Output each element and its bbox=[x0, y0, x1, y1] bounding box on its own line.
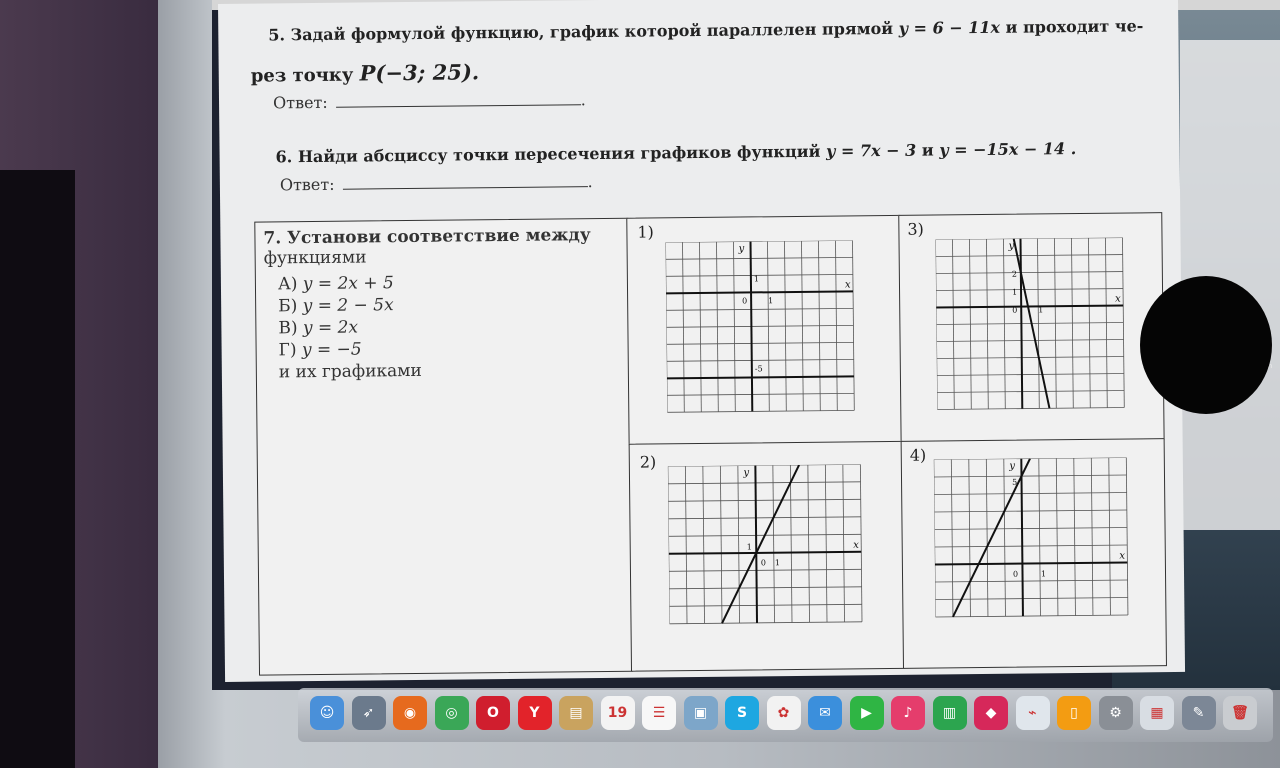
grid-line bbox=[1039, 458, 1041, 615]
flashcard-icon[interactable]: ◆ bbox=[974, 696, 1008, 730]
numbers-icon[interactable]: ▥ bbox=[933, 696, 967, 730]
grid-line bbox=[1074, 458, 1076, 615]
grid-line bbox=[669, 604, 861, 606]
background-object bbox=[0, 170, 75, 768]
y-axis-label: y bbox=[1009, 460, 1016, 472]
task7-functions-cell bbox=[254, 218, 633, 676]
task7-title-cont: функциями bbox=[263, 247, 367, 269]
grid-line bbox=[668, 464, 860, 466]
x-axis-label: x bbox=[853, 539, 859, 551]
grid-line bbox=[936, 272, 1123, 274]
grid-line bbox=[669, 587, 861, 589]
facetime-icon[interactable]: ▶ bbox=[850, 696, 884, 730]
tick-label: 1 bbox=[746, 542, 752, 552]
function-letter: В) bbox=[278, 318, 298, 339]
yandex-icon[interactable]: Y bbox=[518, 696, 552, 730]
grid-line bbox=[670, 622, 862, 624]
grid-line bbox=[667, 410, 854, 412]
tools-icon[interactable]: ✎ bbox=[1182, 696, 1216, 730]
grid-line bbox=[790, 465, 792, 622]
x-axis-label: x bbox=[1119, 550, 1126, 562]
y-axis bbox=[1021, 459, 1023, 616]
calendar-icon[interactable]: 19 bbox=[601, 696, 635, 730]
task6-answer: Ответ: . bbox=[279, 172, 593, 195]
grid-line bbox=[935, 545, 1127, 547]
tick-label: 1 bbox=[1038, 305, 1044, 315]
task5-answer: Ответ: . bbox=[272, 90, 586, 113]
grid-line bbox=[937, 408, 1124, 410]
formula: y = −15x − 14 . bbox=[939, 139, 1077, 160]
grid-line bbox=[860, 464, 862, 621]
function-formula: y = 2x + 5 bbox=[302, 273, 394, 295]
function-letter: Б) bbox=[278, 296, 298, 317]
grid-line bbox=[668, 517, 860, 519]
grid-line bbox=[936, 255, 1123, 257]
grid-line bbox=[667, 342, 854, 344]
grid-line bbox=[666, 274, 853, 276]
graph-1 bbox=[666, 240, 868, 414]
grid-line bbox=[825, 465, 827, 622]
formula: y = 6 − 11x bbox=[898, 17, 1001, 38]
grid-line bbox=[934, 460, 936, 617]
finder-icon[interactable]: ☺ bbox=[310, 696, 344, 730]
document-icon[interactable]: ▦ bbox=[1140, 696, 1174, 730]
monitor-screen bbox=[212, 0, 1280, 690]
grid-line bbox=[668, 466, 670, 623]
function-formula: y = −5 bbox=[301, 339, 362, 361]
tick-label: 1 bbox=[774, 558, 781, 568]
skype-icon[interactable]: S bbox=[725, 696, 759, 730]
grid-line bbox=[1109, 458, 1111, 615]
tick-label: -5 bbox=[754, 364, 763, 374]
answer-line bbox=[342, 172, 587, 190]
function-formula: y = 2 − 5x bbox=[302, 295, 394, 317]
grid-line bbox=[937, 391, 1124, 393]
task-text: и проходит че- bbox=[1005, 16, 1144, 37]
grid-line bbox=[666, 240, 853, 242]
worksheet-image bbox=[218, 0, 1185, 682]
grid-line bbox=[668, 499, 860, 501]
task-text: и bbox=[921, 140, 934, 160]
grid-line bbox=[934, 510, 1126, 512]
x-axis bbox=[669, 552, 861, 554]
x-axis-label: x bbox=[844, 279, 851, 291]
graph-number: 1) bbox=[637, 222, 654, 242]
function-item bbox=[279, 337, 592, 360]
function-letter: Г) bbox=[278, 340, 297, 361]
task-text: Задай формулой функцию, график которой параллелен прямой bbox=[290, 18, 894, 45]
grid-line bbox=[667, 393, 854, 395]
grid-line bbox=[773, 465, 775, 622]
preview-icon[interactable]: ▣ bbox=[684, 696, 718, 730]
x-axis-label: x bbox=[1115, 293, 1121, 305]
answer-line bbox=[336, 90, 581, 108]
tick-label: 0 bbox=[1012, 305, 1018, 315]
grid-line bbox=[666, 308, 853, 310]
grid-line bbox=[936, 323, 1123, 325]
function-item bbox=[278, 293, 591, 316]
tick-label: 5 bbox=[1012, 477, 1018, 487]
firefox-icon[interactable]: ◉ bbox=[393, 696, 427, 730]
grid-line bbox=[666, 257, 853, 259]
function-item bbox=[278, 315, 591, 338]
grid-line bbox=[937, 374, 1124, 376]
reminders-icon[interactable]: ☰ bbox=[642, 696, 676, 730]
task7-footer: и их графиками bbox=[278, 360, 422, 383]
function-line bbox=[720, 465, 800, 623]
grid-line bbox=[738, 466, 740, 623]
graph-2 bbox=[668, 464, 866, 630]
graph-4 bbox=[934, 457, 1136, 623]
graph-cell-3 bbox=[898, 212, 1164, 443]
grid-line bbox=[935, 580, 1127, 582]
tick-label: 1 bbox=[1012, 287, 1018, 297]
grid-line bbox=[937, 357, 1124, 359]
y-axis-label: y bbox=[743, 467, 750, 479]
photos-icon[interactable]: ✿ bbox=[767, 696, 801, 730]
notes-icon[interactable]: ▤ bbox=[559, 696, 593, 730]
function-item bbox=[278, 271, 591, 294]
task5-line2 bbox=[251, 59, 480, 86]
system-preferences-icon[interactable]: ⚙ bbox=[1099, 696, 1133, 730]
formula: P(−3; 25). bbox=[359, 59, 480, 86]
trash-icon[interactable]: 🗑 bbox=[1223, 696, 1257, 730]
graph-number: 2) bbox=[639, 452, 657, 472]
grid-line bbox=[667, 359, 854, 361]
graph-3 bbox=[936, 237, 1130, 411]
grid-line bbox=[935, 598, 1127, 600]
task-text: Найди абсциссу точки пересечения графиков функций bbox=[297, 141, 821, 167]
formula: y = 7x − 3 bbox=[825, 140, 917, 161]
y-axis-label: y bbox=[738, 243, 745, 255]
grid-line bbox=[951, 459, 953, 616]
grid-line bbox=[668, 482, 860, 484]
function-formula: y = 2x bbox=[302, 317, 359, 339]
grid-line bbox=[934, 493, 1126, 495]
task7-title: 7. Установи соответствие между bbox=[263, 225, 591, 249]
grid-line bbox=[936, 238, 1123, 240]
mail-icon[interactable]: ✉ bbox=[808, 696, 842, 730]
graph-number: 4) bbox=[909, 445, 927, 465]
tick-label: 1 bbox=[1040, 569, 1047, 579]
x-axis bbox=[935, 563, 1127, 565]
task6-line1 bbox=[276, 139, 1077, 166]
task5-line1 bbox=[268, 16, 1143, 44]
grid-line bbox=[843, 464, 845, 621]
graph-cell-1 bbox=[626, 215, 902, 446]
grid-line bbox=[1004, 459, 1006, 616]
tick-label: 2 bbox=[1011, 269, 1018, 279]
tick-label: 0 bbox=[760, 558, 767, 568]
grid-line bbox=[685, 466, 687, 623]
function-line bbox=[667, 376, 854, 378]
tick-label: 1 bbox=[753, 274, 760, 284]
itunes-icon[interactable]: ♪ bbox=[891, 696, 925, 730]
y-axis bbox=[755, 465, 757, 622]
grid-line bbox=[935, 615, 1127, 617]
grid-line bbox=[808, 465, 810, 622]
grid-line bbox=[1056, 458, 1058, 615]
camera-obstruction bbox=[1140, 276, 1272, 414]
graph-cell-4 bbox=[901, 438, 1167, 669]
y-axis bbox=[1021, 239, 1023, 409]
grid-line bbox=[969, 459, 971, 616]
opera-icon[interactable]: O bbox=[476, 696, 510, 730]
function-line bbox=[951, 459, 1031, 617]
airdrop-icon[interactable]: ⌁ bbox=[1016, 696, 1050, 730]
task-text: рез точку bbox=[250, 64, 354, 87]
x-axis bbox=[936, 306, 1123, 308]
function-letter: А) bbox=[277, 274, 298, 295]
grid-line bbox=[1126, 458, 1128, 615]
launchpad-icon[interactable]: ➶ bbox=[352, 696, 386, 730]
y-axis-label: y bbox=[1008, 240, 1015, 252]
y-axis bbox=[751, 241, 753, 411]
task-number: 6. bbox=[275, 147, 293, 167]
grid-line bbox=[934, 475, 1126, 477]
grid-line bbox=[1091, 458, 1093, 615]
tick-label: 1 bbox=[768, 296, 774, 306]
grid-line bbox=[986, 459, 988, 616]
grid-line bbox=[935, 528, 1127, 530]
tick-label: 0 bbox=[742, 296, 748, 306]
grid-line bbox=[669, 569, 861, 571]
grid-line bbox=[703, 466, 705, 623]
grid-line bbox=[936, 289, 1123, 291]
function-list bbox=[278, 271, 592, 360]
x-axis bbox=[666, 291, 853, 293]
answer-label: Ответ: bbox=[272, 92, 328, 113]
grid-line bbox=[937, 340, 1124, 342]
tick-label: 0 bbox=[1012, 569, 1019, 579]
task7-text bbox=[263, 225, 592, 382]
task-number: 5. bbox=[268, 25, 286, 45]
grid-line bbox=[720, 466, 722, 623]
dock bbox=[298, 688, 1273, 742]
chrome-icon[interactable]: ◎ bbox=[435, 696, 469, 730]
ibooks-icon[interactable]: ▯ bbox=[1057, 696, 1091, 730]
graph-number: 3) bbox=[907, 219, 924, 239]
answer-label: Ответ: bbox=[279, 174, 335, 195]
graph-cell-2 bbox=[629, 441, 905, 672]
grid-line bbox=[666, 325, 853, 327]
